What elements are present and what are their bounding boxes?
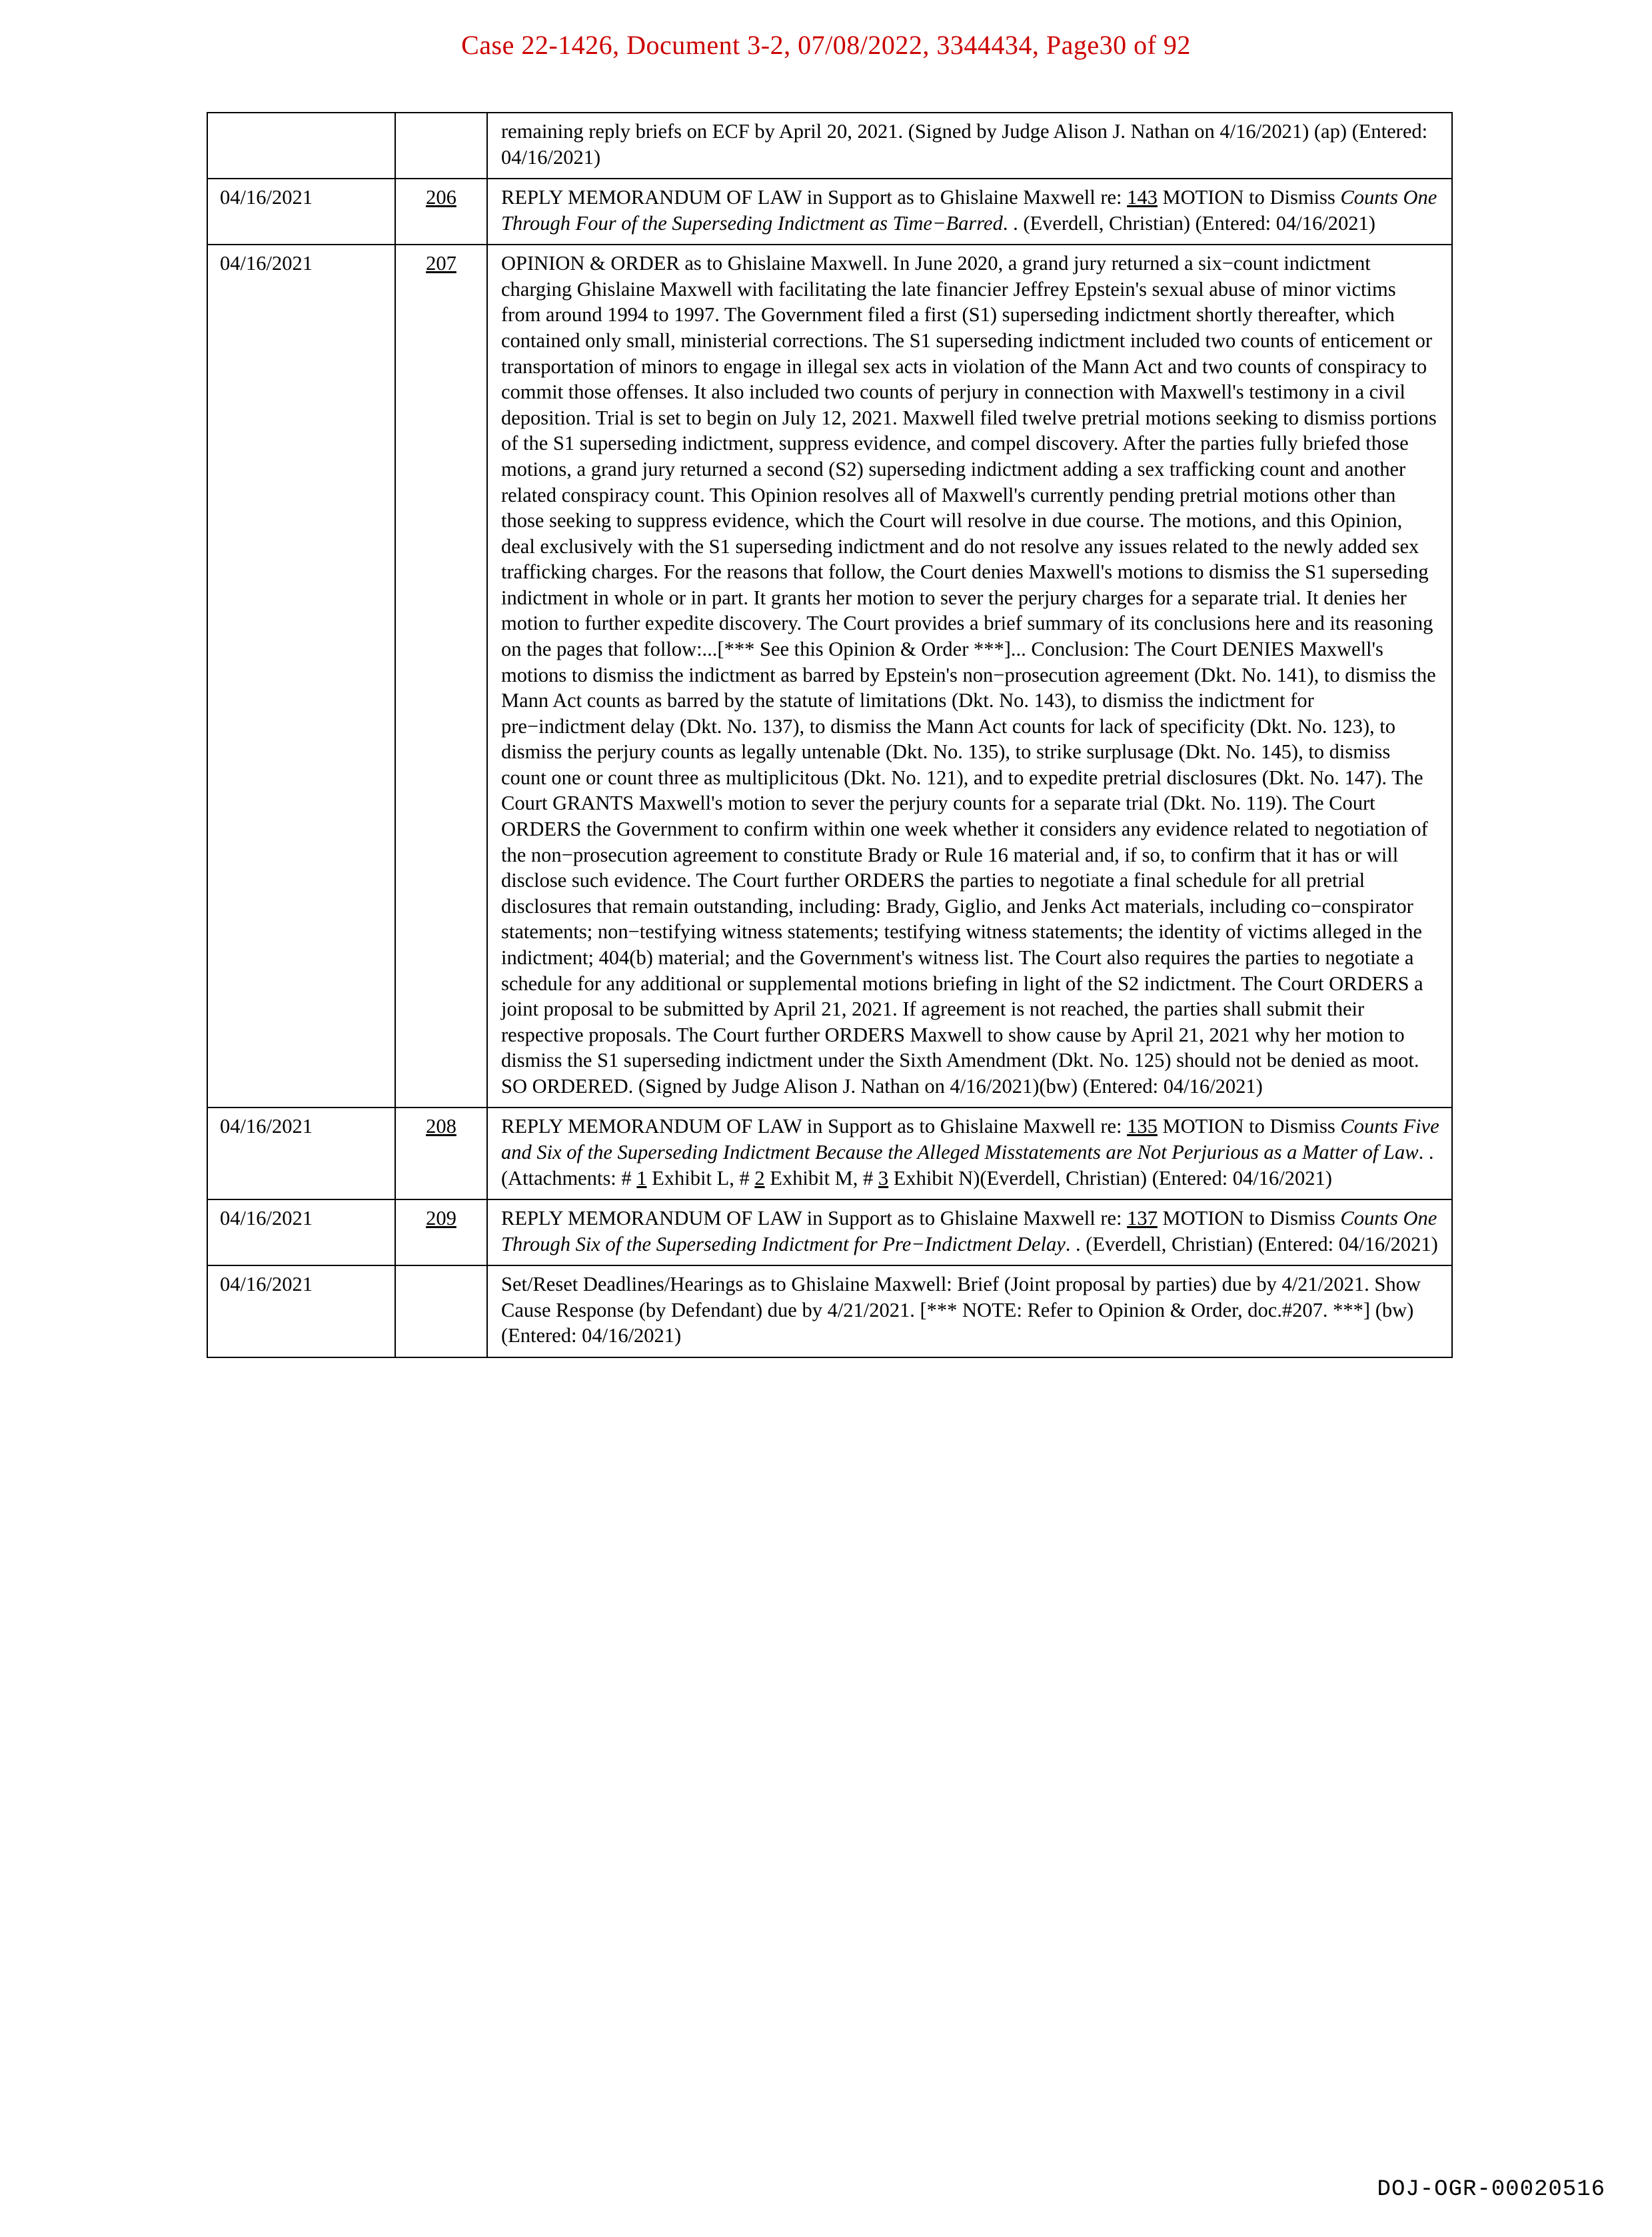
docket-entry-number bbox=[395, 113, 487, 179]
docket-entry-number[interactable] bbox=[395, 179, 487, 245]
docket-entries-table bbox=[207, 112, 1453, 1358]
docket-entry-paragraph: remaining reply briefs on ECF by April 20, 2021. (Signed by Judge Alison J. Nathan on 4/16/2021) (ap) (Entered: 04/16/2021) bbox=[501, 120, 1428, 169]
docket-entry-text bbox=[487, 1199, 1452, 1265]
bates-number-stamp: DOJ-OGR-00020516 bbox=[1377, 2177, 1605, 2202]
docket-entry-date: 04/16/2021 bbox=[207, 245, 395, 1108]
docket-entry-date bbox=[207, 113, 395, 179]
table-row bbox=[207, 113, 1452, 179]
docket-entry-paragraph: REPLY MEMORANDUM OF LAW in Support as to Ghislaine Maxwell re: 143 MOTION to Dismiss Counts One Through Four of the Superseding Indictment as Time−Barred. . (Everdell, Christian) (Entered: 04/16/2021) bbox=[501, 186, 1437, 235]
docket-entry-text bbox=[487, 1108, 1452, 1199]
table-row bbox=[207, 1108, 1452, 1199]
docket-number-link[interactable]: 206 bbox=[426, 186, 456, 209]
docket-entry-text bbox=[487, 1265, 1452, 1357]
table-row bbox=[207, 1265, 1452, 1357]
docket-entry-date: 04/16/2021 bbox=[207, 1199, 395, 1265]
docket-entry-date: 04/16/2021 bbox=[207, 179, 395, 245]
docket-table-body bbox=[207, 113, 1452, 1357]
docket-entry-paragraph: Set/Reset Deadlines/Hearings as to Ghislaine Maxwell: Brief (Joint proposal by parties) due by 4/21/2021. Show Cause Response (by Defendant) due by 4/21/2021. [*** NOTE: Refer to Opinion & Order, doc.#207. ***] (bw) (Entered: 04/16/2021) bbox=[501, 1273, 1421, 1347]
docket-entry-number[interactable] bbox=[395, 1199, 487, 1265]
table-row bbox=[207, 245, 1452, 1108]
docket-entry-paragraph: OPINION & ORDER as to Ghislaine Maxwell. In June 2020, a grand jury returned a six−count indictment charging Ghislaine Maxwell with facilitating the late financier Jeffrey Epstein's sexual abuse of minor victims from around 1994 to 1997. The Government filed a first (S1) superseding indictment shortly thereafter, which contained only small, ministerial corrections. The S1 superseding indictment included two counts of enticement or transportation of minors to engage in illegal sex acts in violation of the Mann Act and two counts of conspiracy to commit those offenses. It also included two counts of perjury in connection with Maxwell's testimony in a civil deposition. Trial is set to begin on July 12, 2021. Maxwell filed twelve pretrial motions seeking to dismiss portions of the S1 superseding indictment, suppress evidence, and compel discovery. After the parties fully briefed those motions, a grand jury returned a second (S2) superseding indictment adding a sex trafficking count and another related conspiracy count. This Opinion resolves all of Maxwell's currently pending pretrial motions other than those seeking to suppress evidence, which the Court will resolve in due course. The motions, and this Opinion, deal exclusively with the S1 superseding indictment and do not resolve any issues related to the newly added sex trafficking charges. For the reasons that follow, the Court denies Maxwell's motions to dismiss the S1 superseding indictment in whole or in part. It grants her motion to sever the perjury charges for a separate trial. It denies her motion to further expedite discovery. The Court provides a brief summary of its conclusions here and its reasoning on the pages that follow:...[*** See this Opinion & Order ***]... Conclusion: The Court DENIES Maxwell's motions to dismiss the indictment as barred by Epstein's non−prosecution agreement (Dkt. No. 141), to dismiss the Mann Act counts as barred by the statute of limitations (Dkt. No. 143), to dismiss the indictment for pre−indictment delay (Dkt. No. 137), to dismiss the Mann Act counts for lack of specificity (Dkt. No. 123), to dismiss the perjury counts as legally untenable (Dkt. No. 135), to strike surplusage (Dkt. No. 145), to dismiss count one or count three as multiplicitous (Dkt. No. 121), and to expedite pretrial disclosures (Dkt. No. 147). The Court GRANTS Maxwell's motion to sever the perjury counts for a separate trial (Dkt. No. 119). The Court ORDERS the Government to confirm within one week whether it considers any evidence related to negotiation of the non−prosecution agreement to constitute Brady or Rule 16 material and, if so, to confirm that it has or will disclose such evidence. The Court further ORDERS the parties to negotiate a final schedule for all pretrial disclosures that remain outstanding, including: Brady, Giglio, and Jenks Act materials, including co−conspirator statements; non−testifying witness statements; testifying witness statements; the identity of victims alleged in the indictment; 404(b) material; and the Government's witness list. The Court also requires the parties to negotiate a schedule for any additional or supplemental motions briefing in light of the S2 indictment. The Court ORDERS a joint proposal to be submitted by April 21, 2021. If agreement is not reached, the parties shall submit their respective proposals. The Court further ORDERS Maxwell to show cause by April 21, 2021 why her motion to dismiss the S1 superseding indictment under the Sixth Amendment (Dkt. No. 125) should not be denied as moot. SO ORDERED. (Signed by Judge Alison J. Nathan on 4/16/2021)(bw) (Entered: 04/16/2021) bbox=[501, 252, 1437, 1098]
docket-entry-text bbox=[487, 245, 1452, 1108]
docket-entry-date: 04/16/2021 bbox=[207, 1108, 395, 1199]
docket-entry-paragraph: REPLY MEMORANDUM OF LAW in Support as to Ghislaine Maxwell re: 135 MOTION to Dismiss Counts Five and Six of the Superseding Indictment Because the Alleged Misstatements are Not Perjurious as a Matter of Law. . (Attachments: # 1 Exhibit L, # 2 Exhibit M, # 3 Exhibit N)(Everdell, Christian) (Entered: 04/16/2021) bbox=[501, 1115, 1439, 1189]
case-header-stamp: Case 22-1426, Document 3-2, 07/08/2022, 3344434, Page30 of 92 bbox=[461, 30, 1191, 60]
table-row bbox=[207, 1199, 1452, 1265]
table-row bbox=[207, 179, 1452, 245]
docket-entry-number[interactable] bbox=[395, 1108, 487, 1199]
docket-number-link[interactable]: 209 bbox=[426, 1207, 456, 1230]
docket-number-link[interactable]: 208 bbox=[426, 1115, 456, 1138]
docket-number-link[interactable]: 207 bbox=[426, 252, 456, 275]
docket-entry-date: 04/16/2021 bbox=[207, 1265, 395, 1357]
docket-entry-text bbox=[487, 179, 1452, 245]
docket-entry-number bbox=[395, 1265, 487, 1357]
docket-entry-paragraph: REPLY MEMORANDUM OF LAW in Support as to Ghislaine Maxwell re: 137 MOTION to Dismiss Counts One Through Six of the Superseding Indictment for Pre−Indictment Delay. . (Everdell, Christian) (Entered: 04/16/2021) bbox=[501, 1207, 1438, 1255]
docket-entry-text bbox=[487, 113, 1452, 179]
docket-entry-number[interactable] bbox=[395, 245, 487, 1108]
